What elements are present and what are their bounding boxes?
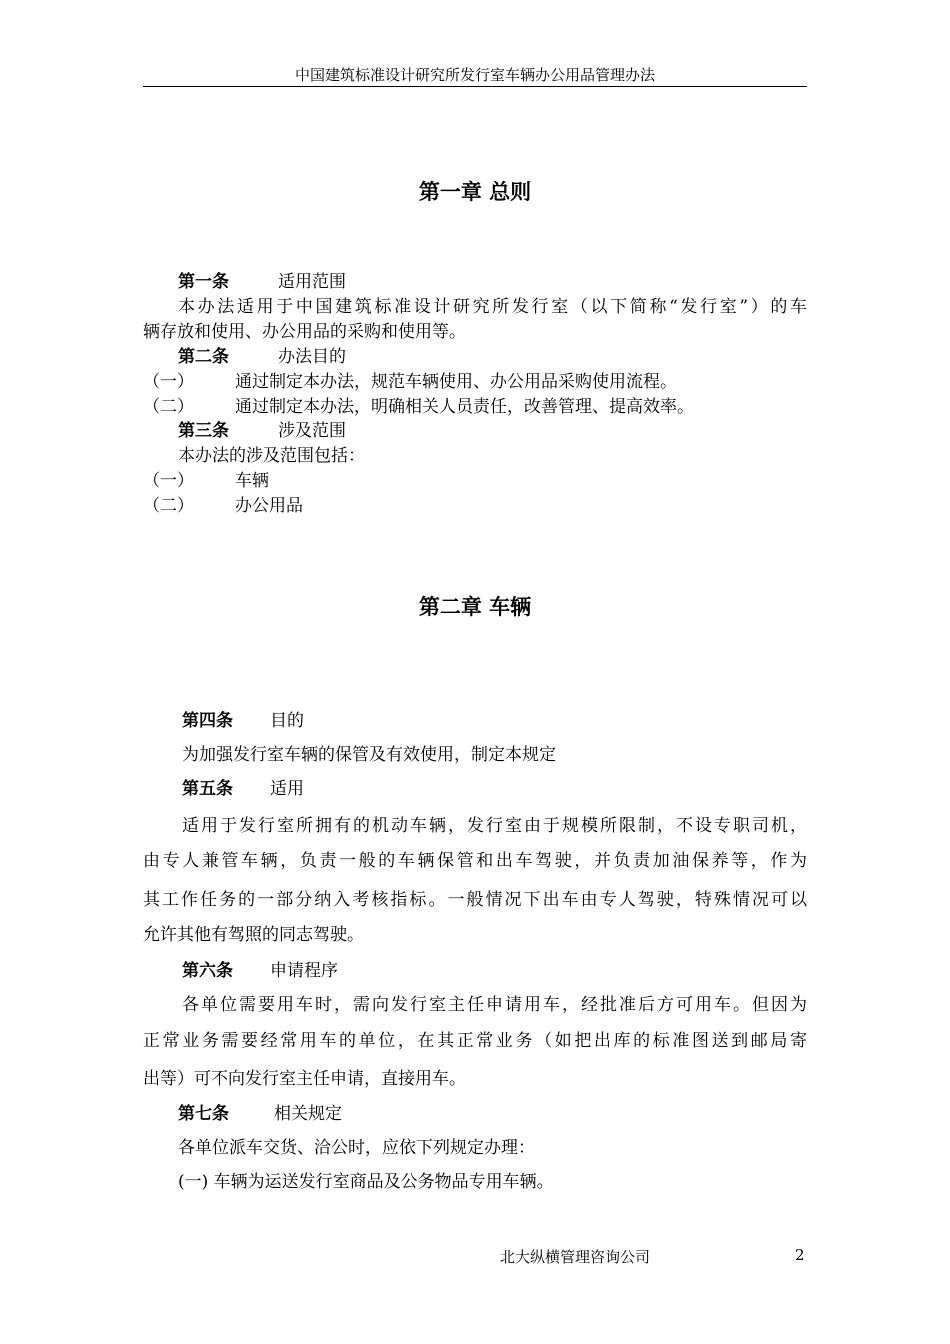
article-4-title: 目的 [270, 711, 304, 731]
article-1-text-line-1: 本办法适用于中国建筑标准设计研究所发行室（以下简称“发行室”）的车 [178, 297, 807, 317]
article-3-intro: 本办法的涉及范围包括： [178, 446, 365, 466]
article-2-title: 办法目的 [278, 347, 346, 367]
article-6-title: 申请程序 [270, 961, 338, 981]
article-7-title: 相关规定 [274, 1104, 342, 1124]
page-number: 2 [795, 1246, 805, 1264]
article-1-text-line-2: 辆存放和使用、办公用品的采购和使用等。 [143, 322, 466, 342]
article-4-text: 为加强发行室车辆的保管及有效使用，制定本规定 [182, 745, 556, 765]
page-header-title: 中国建筑标准设计研究所发行室车辆办公用品管理办法 [294, 66, 655, 84]
article-3-number: 第三条 [178, 421, 229, 441]
footer-company: 北大纵横管理咨询公司 [500, 1248, 651, 1266]
list-marker: （一） [143, 372, 194, 392]
article-2-item-2 [143, 392, 694, 417]
article-5-title: 适用 [270, 779, 304, 799]
list-item-text: 车辆 [235, 471, 269, 491]
article-1-heading [178, 267, 346, 292]
article-5-number: 第五条 [182, 779, 233, 799]
article-6-line-2: 正常业务需要经常用车的单位，在其正常业务（如把出库的标准图送到邮局寄 [143, 1031, 807, 1051]
article-5-line-1: 适用于发行室所拥有的机动车辆，发行室由于规模所限制，不设专职司机， [182, 816, 807, 836]
article-5-line-3: 其工作任务的一部分纳入考核指标。一般情况下出车由专人驾驶，特殊情况可以 [143, 890, 807, 910]
list-marker: （二） [143, 397, 194, 417]
header-divider [143, 86, 807, 87]
article-6-line-3: 出等）可不向发行室主任申请，直接用车。 [143, 1069, 466, 1089]
list-marker: （一） [143, 471, 194, 491]
list-item-text: 通过制定本办法，规范车辆使用、办公用品采购使用流程。 [235, 372, 677, 392]
article-1-number: 第一条 [178, 272, 229, 292]
article-6-line-1: 各单位需要用车时，需向发行室主任申请用车，经批准后方可用车。但因为 [182, 995, 807, 1015]
article-2-number: 第二条 [178, 347, 229, 367]
article-2-heading [178, 342, 346, 367]
article-5-line-4: 允许其他有驾照的同志驾驶。 [143, 925, 364, 945]
article-7-intro: 各单位派车交货、洽公时，应依下列规定办理： [178, 1138, 535, 1158]
article-7-item-1: (一) 车辆为运送发行室商品及公务物品专用车辆。 [178, 1172, 554, 1192]
article-6-number: 第六条 [182, 961, 233, 981]
article-2-item-1 [143, 367, 677, 392]
article-4-number: 第四条 [182, 711, 233, 731]
article-3-item-2 [143, 491, 303, 516]
article-6-heading [182, 956, 338, 981]
list-item-text: 通过制定本办法，明确相关人员责任，改善管理、提高效率。 [235, 397, 694, 417]
article-7-number: 第七条 [178, 1104, 229, 1124]
article-3-title: 涉及范围 [278, 421, 346, 441]
list-marker: （二） [143, 496, 194, 516]
list-item-text: 办公用品 [235, 496, 303, 516]
article-1-title: 适用范围 [278, 272, 346, 292]
chapter-2-title: 第二章 车辆 [418, 595, 532, 619]
article-5-heading [182, 774, 304, 799]
article-3-item-1 [143, 466, 269, 491]
chapter-1-title: 第一章 总则 [418, 180, 532, 204]
article-5-line-2: 由专人兼管车辆，负责一般的车辆保管和出车驾驶，并负责加油保养等，作为 [143, 851, 807, 871]
article-7-heading [178, 1099, 342, 1124]
article-4-heading [182, 706, 304, 731]
article-3-heading [178, 416, 346, 441]
